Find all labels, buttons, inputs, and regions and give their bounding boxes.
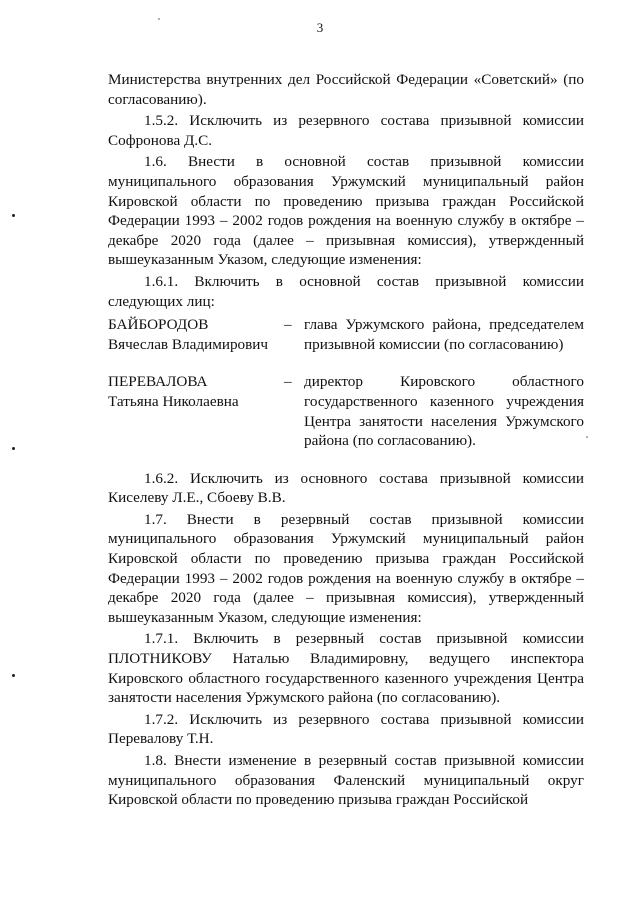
persons-list (108, 315, 584, 451)
person-description: глава Уржумского района, председателем призывной комиссии (по согласованию) (304, 316, 584, 353)
margin-dot (12, 214, 15, 217)
person-name (108, 372, 284, 450)
person-entry (108, 315, 584, 354)
person-given-names: Вячеслав Владимирович (108, 335, 269, 353)
person-description: директор Кировского областного государственного казенного учреждения Центра занятости населения Уржумского района (по согласованию). (304, 373, 584, 450)
paragraph-ministry-continuation: Министерства внутренних дел Российской Федерации «Советский» (по согласованию). (108, 71, 584, 108)
paragraph-1-6-2: 1.6.2. Исключить из основного состава призывной комиссии Киселеву Л.Е., Сбоеву В.В. (108, 469, 584, 507)
person-surname: ПЕРЕВАЛОВА (108, 373, 208, 391)
margin-dot (12, 674, 15, 677)
paragraph-1-7-1: 1.7.1. Включить в резервный состав призывной комиссии ПЛОТНИКОВУ Наталью Владимировну, ведущего инспектора Кировского областного государственного казенного учреждения Центра занятости населения Уржумского района (по согласованию). (108, 630, 584, 707)
paragraph-1-8: 1.8. Внести изменение в резервный состав призывной комиссии муниципального образования Фаленский муниципальный округ Кировской области по проведению призыва граждан Российской (108, 752, 584, 809)
person-dash: – (284, 373, 292, 391)
scan-speck (586, 436, 588, 438)
person-dash: – (284, 316, 292, 334)
paragraph-1-7-2: 1.7.2. Исключить из резервного состава призывной комиссии Перевалову Т.Н. (108, 710, 584, 748)
person-given-names: Татьяна Николаевна (108, 392, 239, 410)
scan-speck (158, 18, 160, 20)
person-surname: БАЙБОРОДОВ (108, 316, 209, 334)
person-entry (108, 372, 584, 450)
person-name (108, 315, 284, 354)
page-number: 3 (316, 20, 324, 35)
document-body (108, 70, 584, 812)
paragraph-1-7: 1.7. Внести в резервный состав призывной комиссии муниципального образования Уржумский муниципальный район Кировской области по проведению призыва граждан Российской Федерации 1993 – 2002 годов рождения на военную службу в октябре – декабре 2020 года (далее – призывная комиссия), утвержденный вышеуказанным Указом, следующие изменения: (108, 510, 584, 626)
paragraph-1-6-1: 1.6.1. Включить в основной состав призывной комиссии следующих лиц: (108, 272, 584, 310)
paragraph-1-6: 1.6. Внести в основной состав призывной комиссии муниципального образования Уржумский муниципальный район Кировской области по проведению призыва граждан Российской Федерации 1993 – 2002 годов рождения на военную службу в октябре – декабре 2020 года (далее – призывная комиссия), утвержденный вышеуказанным Указом, следующие изменения: (108, 153, 584, 269)
margin-dot (12, 447, 15, 450)
paragraph-1-5-2: 1.5.2. Исключить из резервного состава призывной комиссии Софронова Д.С. (108, 112, 584, 149)
